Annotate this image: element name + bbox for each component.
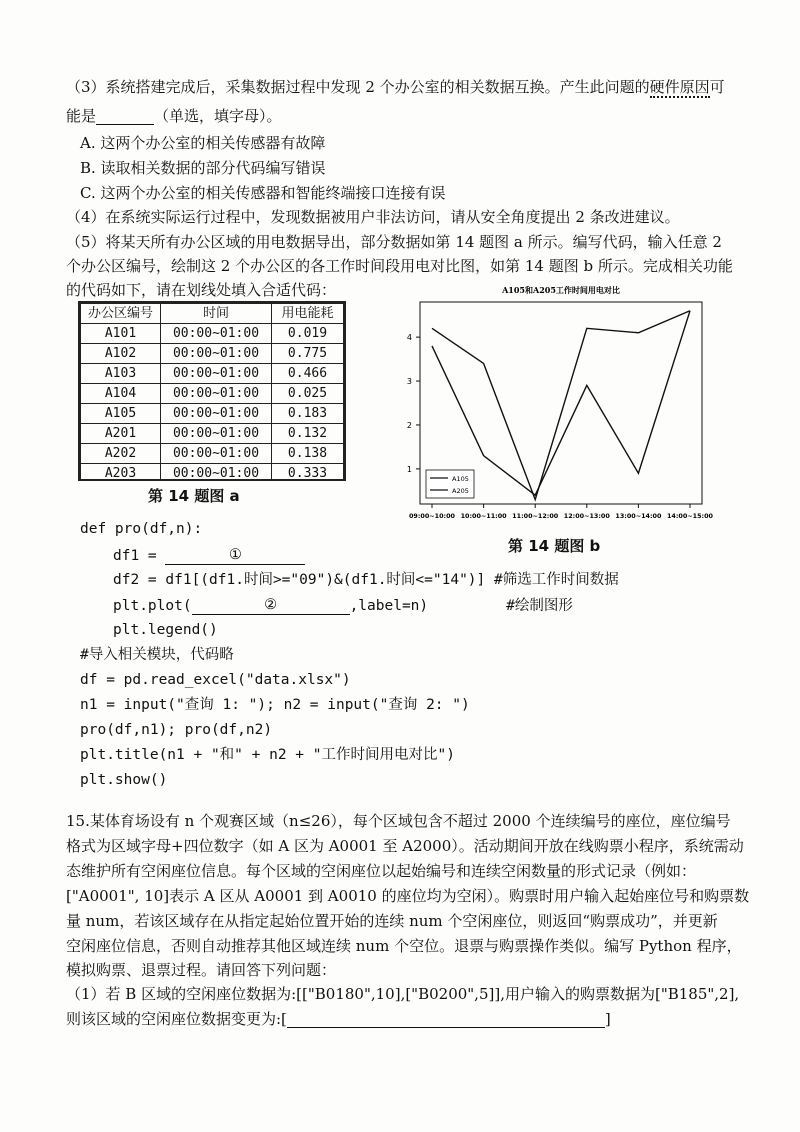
table-row bbox=[81, 444, 344, 464]
code-line: df = pd.read_excel("data.xlsx") bbox=[80, 672, 351, 688]
figure-a-caption: 第 14 题图 a bbox=[148, 487, 240, 505]
q15-line: 态维护所有空闲座位信息。每个区域的空闲座位以起始编号和连续空闲数量的形式记录（例如： bbox=[66, 862, 697, 880]
chart-title: A105和A205工作时间用电对比 bbox=[502, 285, 620, 295]
table-row bbox=[81, 364, 344, 384]
code-comment: #导入相关模块，代码略 bbox=[80, 647, 234, 663]
x-tick-label: 09:00~10:00 bbox=[408, 512, 456, 520]
y-tick-label: 3 bbox=[406, 377, 412, 387]
q3-option-b: B. 读取相关数据的部分代码编写错误 bbox=[80, 159, 326, 177]
code-line: plt.legend() bbox=[113, 622, 218, 638]
table-header: 办公区编号 bbox=[81, 304, 161, 324]
table-row bbox=[81, 384, 344, 404]
answer-blank-q3[interactable] bbox=[96, 106, 154, 125]
table-cell: 0.183 bbox=[271, 404, 343, 424]
code-line: plt.show() bbox=[80, 772, 168, 788]
q4-text: （4）在系统实际运行过程中，发现数据被用户非法访问，请从安全角度提出 2 条改进建议。 bbox=[66, 208, 680, 226]
table-cell: A104 bbox=[81, 384, 161, 404]
code-line: plt.title(n1 + "和" + n2 + "工作时间用电对比") bbox=[80, 747, 455, 763]
x-tick-label: 14:00~15:00 bbox=[666, 512, 714, 520]
table-cell: A102 bbox=[81, 344, 161, 364]
q5-line1: （5）将某天所有办公区域的用电数据导出，部分数据如第 14 题图 a 所示。编写代码，输入任意 2 bbox=[66, 233, 722, 251]
table-cell: 00:00~01:00 bbox=[161, 384, 272, 404]
q3-option-c: C. 这两个办公室的相关传感器和智能终端接口连接有误 bbox=[80, 184, 446, 202]
figure-b-caption: 第 14 题图 b bbox=[508, 537, 601, 555]
data-table-figure bbox=[78, 301, 346, 481]
table-cell: A103 bbox=[81, 364, 161, 384]
table-cell: 00:00~01:00 bbox=[161, 444, 272, 464]
code-blank-1[interactable]: ① bbox=[165, 546, 305, 565]
q15-line: 空闲座位信息，否则自动推荐其他区域连续 num 个空位。退票与购票操作类似。编写 Python 程序， bbox=[66, 937, 742, 955]
table-cell: A101 bbox=[81, 324, 161, 344]
table-cell: A201 bbox=[81, 424, 161, 444]
table-cell: 0.775 bbox=[271, 344, 343, 364]
table-header: 用电能耗 bbox=[271, 304, 343, 324]
y-tick-label: 2 bbox=[406, 420, 412, 430]
q15-line: 15.某体育场设有 n 个观赛区域（n≤26），每个区域包含不超过 2000 个连续编号的座位，座位编号 bbox=[66, 812, 731, 830]
table-header-row bbox=[81, 304, 344, 324]
answer-blank-q15[interactable] bbox=[287, 1009, 605, 1028]
x-tick-label: 12:00~13:00 bbox=[563, 512, 610, 520]
series-line-A105 bbox=[432, 311, 690, 495]
q3-option-a: A. 这两个办公室的相关传感器有故障 bbox=[80, 134, 326, 152]
q15-line: ["A0001", 10]表示 A 区从 A0001 到 A0010 的座位均为空闲）。购票时用户输入起始座位号和购票数 bbox=[66, 887, 750, 905]
table-cell: 0.019 bbox=[271, 324, 343, 344]
legend-label: A205 bbox=[452, 487, 469, 495]
q3-line1: （3）系统搭建完成后，采集数据过程中发现 2 个办公室的相关数据互换。产生此问题的硬件原因可 bbox=[66, 78, 725, 96]
table-cell: 00:00~01:00 bbox=[161, 424, 272, 444]
table-row bbox=[81, 464, 344, 482]
legend-label: A105 bbox=[452, 475, 469, 483]
table-cell: 0.132 bbox=[271, 424, 343, 444]
table-cell: 00:00~01:00 bbox=[161, 464, 272, 482]
x-tick-label: 10:00~11:00 bbox=[460, 512, 507, 520]
table-row bbox=[81, 404, 344, 424]
x-tick-label: 13:00~14:00 bbox=[615, 512, 662, 520]
table-cell: 0.466 bbox=[271, 364, 343, 384]
q3-line2: 能是 （单选，填字母）。 bbox=[66, 107, 282, 125]
table-cell: A202 bbox=[81, 444, 161, 464]
table-cell: A105 bbox=[81, 404, 161, 424]
code-line: pro(df,n1); pro(df,n2) bbox=[80, 722, 273, 738]
q15-line: 格式为区域字母+四位数字（如 A 区为 A0001 至 A2000）。活动期间开放在线购票小程序，系统需动 bbox=[66, 837, 744, 855]
table-cell: 0.333 bbox=[271, 464, 343, 482]
table-cell: 00:00~01:00 bbox=[161, 404, 272, 424]
emphasis-text: 硬件原因 bbox=[649, 78, 710, 96]
q15-line: 量 num，若该区域存在从指定起始位置开始的连续 num 个空闲座位，则返回“购票成功”，并更新 bbox=[66, 912, 718, 930]
table-cell: 0.025 bbox=[271, 384, 343, 404]
table-row bbox=[81, 324, 344, 344]
table-header: 时间 bbox=[161, 304, 272, 324]
y-tick-label: 1 bbox=[406, 464, 412, 474]
table-cell: A203 bbox=[81, 464, 161, 482]
table-cell: 0.138 bbox=[271, 444, 343, 464]
table-row bbox=[81, 424, 344, 444]
code-line: df1 = ① bbox=[113, 546, 305, 565]
q5-line3: 的代码如下，请在划线处填入合适代码： bbox=[66, 281, 337, 299]
table-row bbox=[81, 344, 344, 364]
q15-sub1-line2: 则该区域的空闲座位数据变更为:[ ] bbox=[66, 1010, 611, 1028]
code-line: df2 = df1[(df1.时间>="09")&(df1.时间<="14")] #筛选工作时间数据 bbox=[113, 572, 619, 588]
data-table bbox=[80, 303, 344, 481]
code-line: n1 = input("查询 1: "); n2 = input("查询 2: ") bbox=[80, 697, 470, 713]
code-blank-2[interactable]: ② bbox=[192, 596, 350, 615]
line-chart bbox=[380, 278, 725, 528]
table-cell: 00:00~01:00 bbox=[161, 344, 272, 364]
q5-line2: 个办公区编号，绘制这 2 个办公区的各工作时间段用电对比图，如第 14 题图 b 所示。完成相关功能 bbox=[66, 257, 733, 275]
q15-line: 模拟购票、退票过程。请回答下列问题： bbox=[66, 961, 337, 979]
y-tick-label: 4 bbox=[406, 333, 412, 343]
table-cell: 00:00~01:00 bbox=[161, 324, 272, 344]
q15-sub1-line1: （1）若 B 区域的空闲座位数据为:[["B0180",10],["B0200",5]],用户输入的购票数据为["B185",2], bbox=[66, 985, 740, 1003]
table-cell: 00:00~01:00 bbox=[161, 364, 272, 384]
x-tick-label: 11:00~12:00 bbox=[512, 512, 559, 520]
code-line: def pro(df,n): bbox=[80, 521, 203, 537]
code-line: plt.plot( ② ,label=n) #绘制图形 bbox=[113, 597, 573, 614]
